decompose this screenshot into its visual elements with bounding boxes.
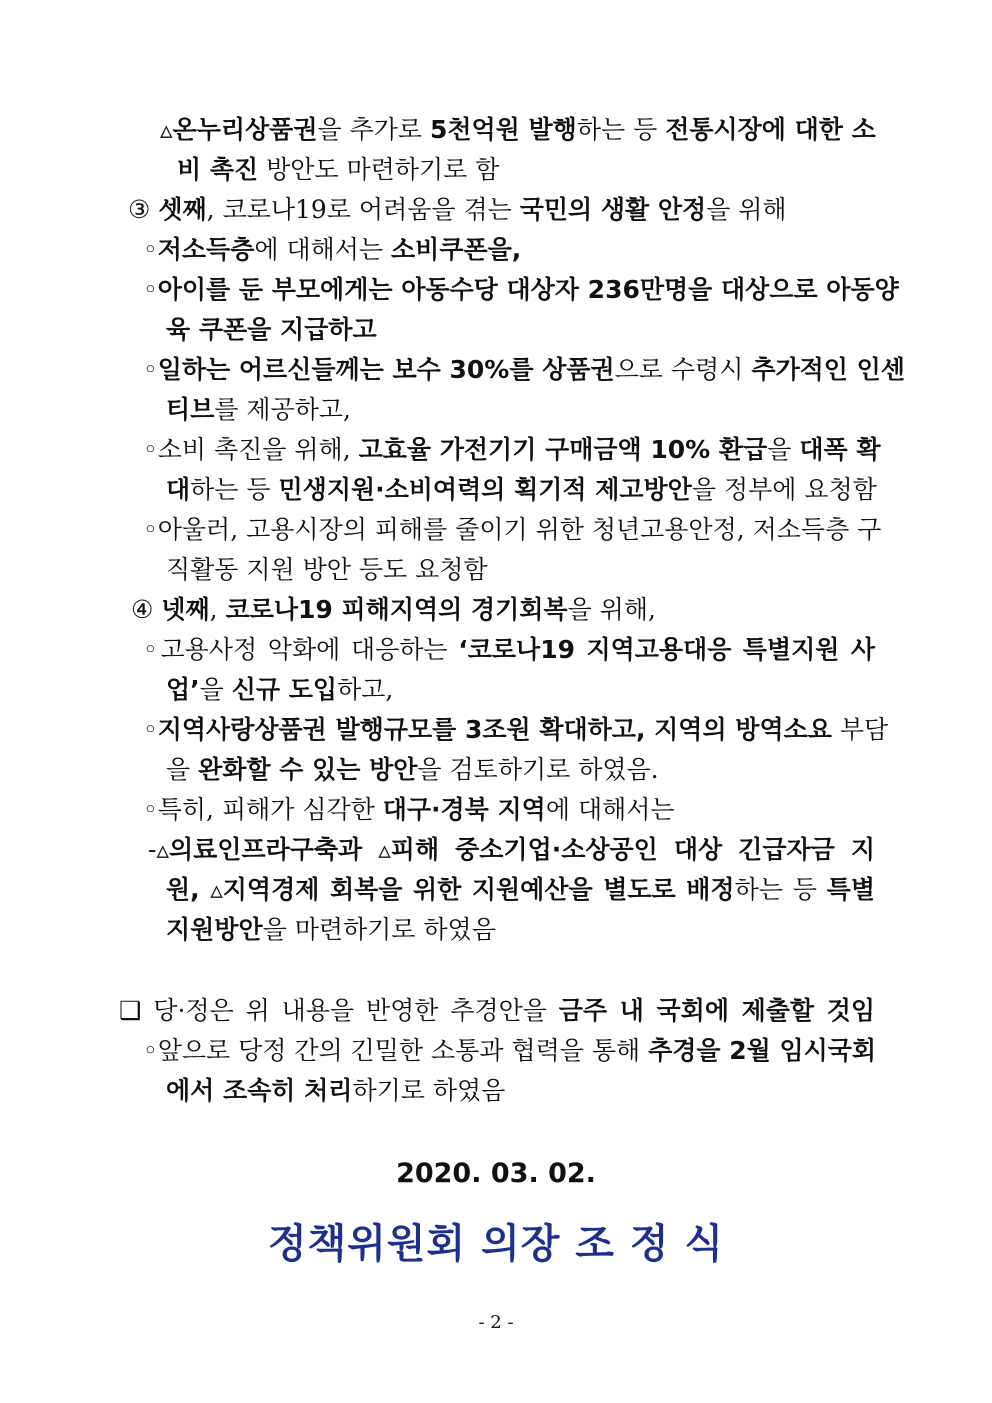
text-line bbox=[160, 113, 875, 147]
bold-text: 비 촉진 bbox=[177, 155, 259, 184]
text-line bbox=[143, 233, 743, 267]
text-segment: 을 bbox=[199, 675, 232, 704]
text-line bbox=[177, 153, 777, 187]
bold-text: 온누리상품권 bbox=[172, 115, 318, 144]
bold-text: 소비쿠폰을, bbox=[391, 235, 522, 264]
text-segment: ◦ bbox=[143, 715, 158, 744]
text-segment: ◦소비 촉진을 위해, bbox=[143, 435, 359, 464]
text-segment: 을 위해 bbox=[706, 195, 787, 224]
text-segment: ❑ 당·정은 위 내용을 반영한 추경안을 bbox=[119, 996, 559, 1025]
text-segment: 을 정부에 요청함 bbox=[691, 475, 877, 504]
text-line bbox=[143, 353, 905, 387]
bold-text: 금주 내 국회에 제출할 것임 bbox=[558, 996, 875, 1025]
text-segment: 으로 수령시 bbox=[614, 355, 752, 384]
text-segment: 을 마련하기로 하였음 bbox=[262, 915, 496, 944]
text-line bbox=[143, 793, 743, 827]
text-line bbox=[128, 193, 828, 227]
bold-text: 고효율 가전기기 구매금액 10% 환급 bbox=[358, 435, 768, 464]
bold-text: 원, ▵지역경제 회복을 위한 지원예산을 별도로 배정 bbox=[166, 875, 735, 904]
text-line bbox=[166, 673, 766, 707]
text-line bbox=[166, 393, 766, 427]
bold-text: 저소득층 bbox=[157, 235, 255, 264]
text-segment: 하는 등 bbox=[190, 475, 279, 504]
text-line bbox=[143, 633, 875, 667]
text-line bbox=[166, 553, 766, 587]
document-date: 2020. 03. 02. bbox=[396, 1158, 596, 1189]
text-segment: ◦고용사정 악화에 대응하는 bbox=[143, 635, 459, 664]
text-segment: - bbox=[148, 835, 157, 864]
text-segment: 하기로 하였음 bbox=[352, 1076, 506, 1105]
bold-text: ▵의료인프라구축과 ▵피해 중소기업·소상공인 대상 긴급자금 지 bbox=[156, 835, 875, 864]
bold-text: 완화할 수 있는 방안 bbox=[198, 755, 418, 784]
bold-text: 지역사랑상품권 발행규모를 3조원 확대하고, 지역의 방역소요 bbox=[157, 715, 832, 744]
text-line bbox=[143, 433, 881, 467]
signature-line: 정책위원회 의장 조 정 식 bbox=[267, 1221, 725, 1267]
text-segment: 부담 bbox=[831, 715, 889, 744]
text-segment: 방안도 마련하기로 함 bbox=[258, 155, 500, 184]
text-line bbox=[166, 913, 766, 947]
text-segment: 에 대해서는 bbox=[545, 795, 675, 824]
bold-text: 에서 조속히 처리 bbox=[166, 1076, 353, 1105]
bold-text: 신규 도입 bbox=[231, 675, 338, 704]
text-line bbox=[143, 513, 882, 547]
bold-text: 5천억원 발행 bbox=[429, 115, 577, 144]
bold-text: 국민의 생활 안정 bbox=[519, 195, 707, 224]
text-segment: 을 위해, bbox=[567, 595, 656, 624]
text-segment: ◦ bbox=[143, 355, 158, 384]
bold-text: 육 쿠폰을 지급하고 bbox=[166, 315, 377, 344]
text-segment: 하는 등 bbox=[576, 115, 666, 144]
text-line bbox=[166, 873, 875, 907]
text-segment: ◦앞으로 당정 간의 긴밀한 소통과 협력을 통해 bbox=[143, 1036, 649, 1065]
text-segment: , bbox=[209, 595, 226, 624]
bold-text: 대 bbox=[166, 475, 191, 504]
bold-text: 민생지원·소비여력의 획기적 제고방안 bbox=[278, 475, 692, 504]
text-segment: ◦아울러, 고용시장의 피해를 줄이기 위한 청년고용안정, 저소득층 구 bbox=[143, 515, 882, 544]
text-segment: 에 대해서는 bbox=[254, 235, 392, 264]
bold-text: 추가적인 인센 bbox=[751, 355, 905, 384]
text-line bbox=[143, 713, 889, 747]
text-segment: ◦ bbox=[143, 235, 158, 264]
text-segment: 을 bbox=[767, 435, 800, 464]
text-segment: ◦특히, 피해가 심각한 bbox=[143, 795, 383, 824]
text-line bbox=[143, 1034, 875, 1068]
text-segment: , 코로나19로 어려움을 겪는 bbox=[206, 195, 520, 224]
text-segment: ④ bbox=[131, 595, 162, 624]
bold-text: 지원방안 bbox=[166, 915, 263, 944]
bold-text: 특별 bbox=[826, 875, 875, 904]
text-line bbox=[166, 1074, 766, 1108]
text-segment: 를 제공하고, bbox=[214, 395, 351, 424]
text-line bbox=[143, 273, 899, 307]
bold-text: 아이를 둔 부모에게는 아동수당 대상자 236만명을 대상으로 아동양 bbox=[157, 275, 899, 304]
text-segment: 하는 등 bbox=[734, 875, 827, 904]
bold-text: ‘코로나19 지역고용대응 특별지원 사 bbox=[458, 635, 875, 664]
text-segment: ◦ bbox=[143, 275, 158, 304]
page-number: - 2 - bbox=[478, 1312, 514, 1333]
text-segment: 을 bbox=[166, 755, 199, 784]
bold-text: 티브 bbox=[166, 395, 215, 424]
bold-text: 대구·경북 지역 bbox=[382, 795, 546, 824]
text-line bbox=[166, 753, 766, 787]
text-segment: 하고, bbox=[337, 675, 394, 704]
text-segment: ③ bbox=[128, 195, 159, 224]
bold-text: 셋째 bbox=[158, 195, 207, 224]
text-segment: 을 추가로 bbox=[317, 115, 430, 144]
bold-text: 전통시장에 대한 소 bbox=[665, 115, 876, 144]
text-line bbox=[119, 994, 875, 1028]
bold-text: 업’ bbox=[166, 675, 200, 704]
bold-text: 넷째 bbox=[161, 595, 210, 624]
text-segment: 직활동 지원 방안 등도 요청함 bbox=[166, 555, 488, 584]
bold-text: 대폭 확 bbox=[799, 435, 881, 464]
bold-text: 코로나19 피해지역의 경기회복 bbox=[225, 595, 568, 624]
text-line bbox=[131, 593, 831, 627]
text-line bbox=[166, 473, 877, 507]
bold-text: 일하는 어르신들께는 보수 30%를 상품권 bbox=[157, 355, 615, 384]
text-line bbox=[166, 313, 766, 347]
text-segment: ▵ bbox=[160, 115, 173, 144]
bold-text: 추경을 2월 임시국회 bbox=[648, 1036, 877, 1065]
text-segment: 을 검토하기로 하였음. bbox=[417, 755, 659, 784]
text-line bbox=[148, 833, 875, 867]
